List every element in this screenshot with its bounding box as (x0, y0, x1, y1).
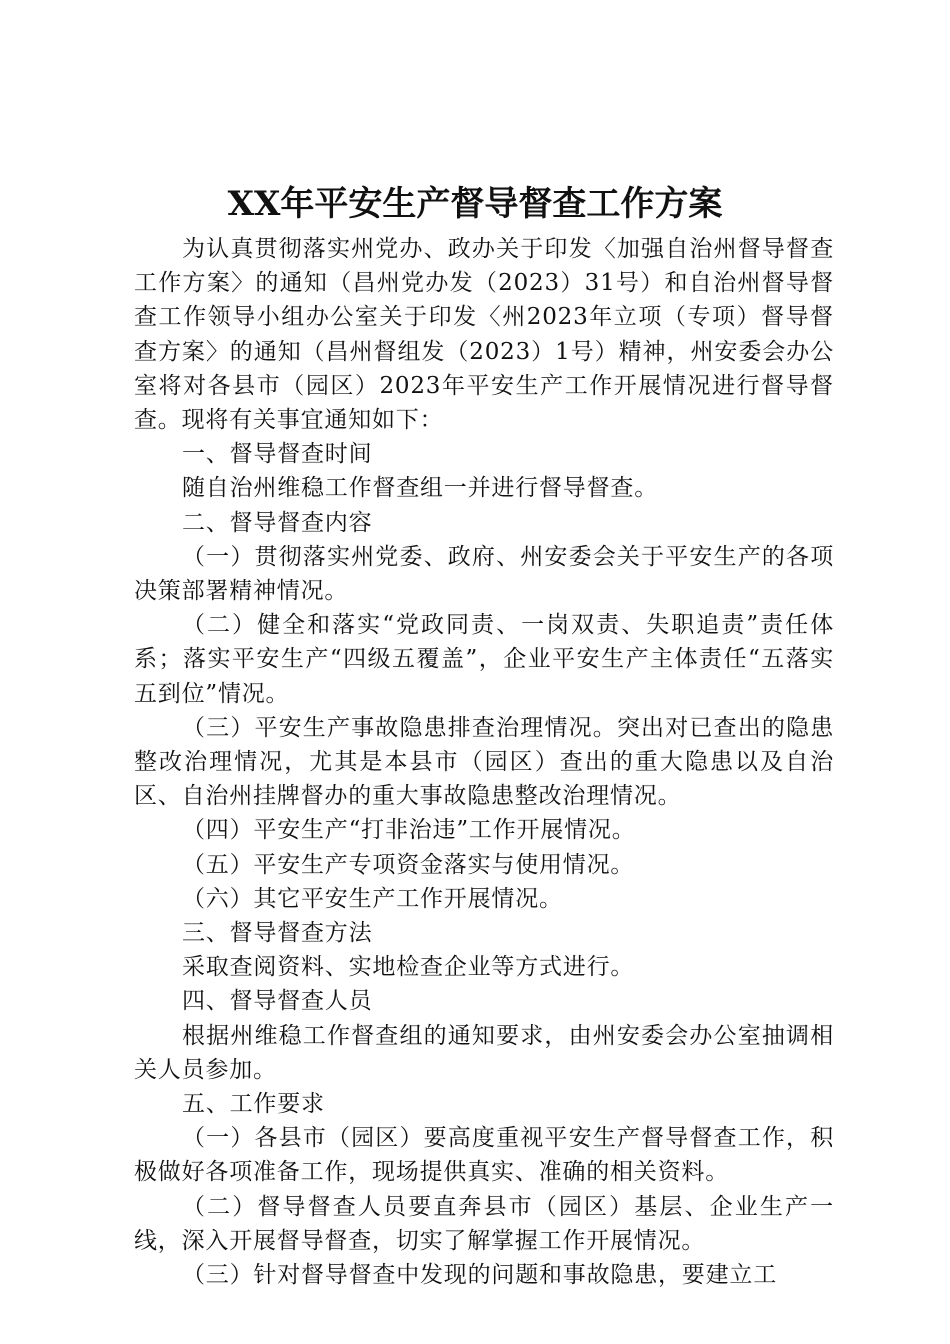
list-item: （一）各县市（园区）要高度重视平安生产督导督查工作，积极做好各项准备工作，现场提供真实、准确的相关资料。 (134, 1125, 834, 1186)
list-item: （三）针对督导督查中发现的问题和事故隐患，要建立工 (182, 1262, 777, 1289)
list-item: （二）健全和落实“党政同责、一岗双责、失职追责”责任体系；落实平安生产“四级五覆盖”，企业平安生产主体责任“五落实五到位”情况。 (134, 612, 834, 707)
section-heading: 二、督导督查内容 (182, 509, 373, 536)
list-item: （五）平安生产专项资金落实与使用情况。 (182, 851, 635, 878)
section-heading: 四、督导督查人员 (182, 988, 373, 1015)
list-item: （二）督导督查人员要直奔县市（园区）基层、企业生产一线，深入开展督导督查，切实了解掌握工作开展情况。 (134, 1193, 834, 1254)
section-heading: 一、督导督查时间 (182, 441, 373, 468)
list-item: （四）平安生产“打非治违”工作开展情况。 (182, 817, 636, 844)
section-heading: 五、工作要求 (182, 1091, 325, 1118)
section-heading: 三、督导督查方法 (182, 920, 373, 947)
list-item: （一）贯彻落实州党委、政府、州安委会关于平安生产的各项决策部署精神情况。 (134, 543, 834, 605)
list-item: （六）其它平安生产工作开展情况。 (182, 885, 563, 912)
paragraph: 根据州维稳工作督查组的通知要求，由州安委会办公室抽调相关人员参加。 (134, 1022, 834, 1083)
list-item: （三）平安生产事故隐患排查治理情况。突出对已查出的隐患整改治理情况，尤其是本县市（园区）查出的重大隐患以及自治区、自治州挂牌督办的重大事故隐患整改治理情况。 (134, 714, 834, 810)
paragraph: 随自治州维稳工作督查组一并进行督导督查。 (182, 475, 658, 502)
document-title: XX年平安生产督导督查工作方案 (227, 184, 723, 224)
intro-paragraph: 为认真贯彻落实州党办、政办关于印发〈加强自治州督导督查工作方案〉的通知（昌州党办发（2023）31号）和自治州督导督查工作领导小组办公室关于印发〈州2023年立项（专项）督导督查方案〉的通知（昌州督组发（2023）1号）精神，州安委会办公室将对各县市（园区）2023年平安生产工作开展情况进行督导督查。现将有关事宜通知如下： (134, 236, 834, 434)
document-body (134, 232, 834, 1292)
paragraph: 采取查阅资料、实地检查企业等方式进行。 (182, 954, 635, 981)
